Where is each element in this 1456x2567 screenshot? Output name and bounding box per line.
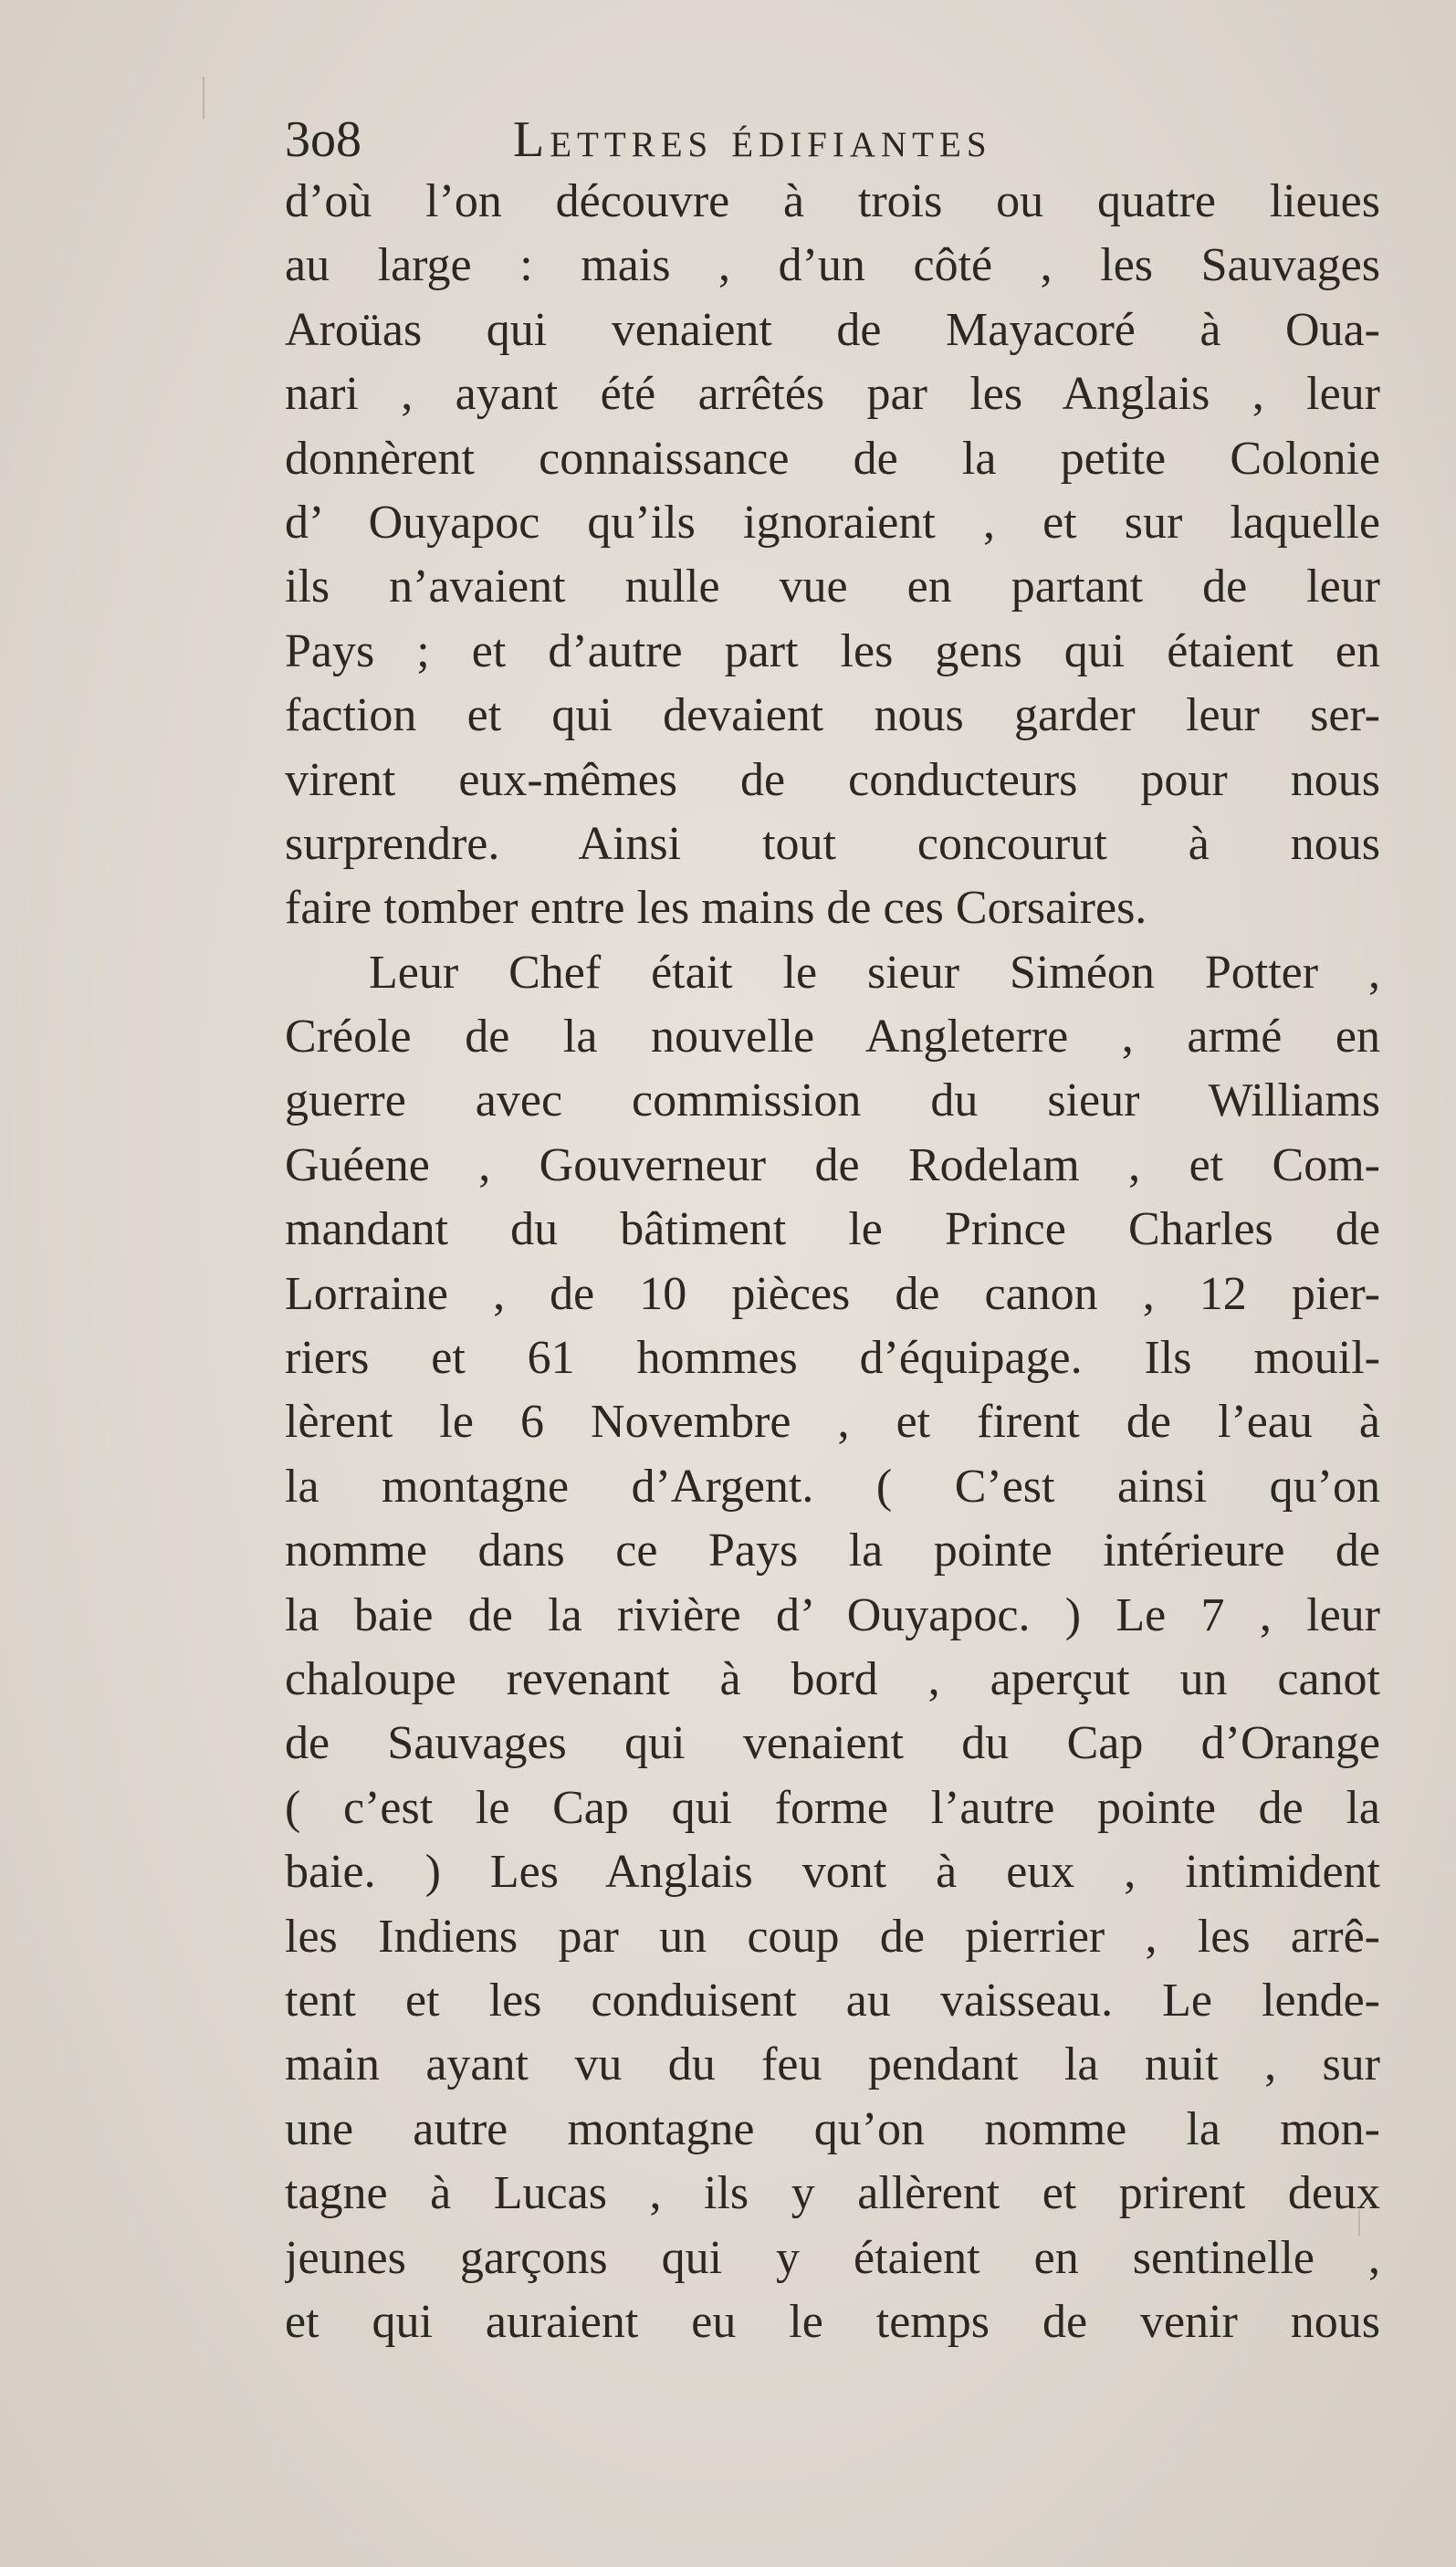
text-line: nomme dans ce Pays la pointe intérieure de	[285, 1524, 1380, 1577]
text-line: jeunes garçons qui y étaient en sentinelle ,	[285, 2231, 1380, 2284]
text-line: les Indiens par un coup de pierrier , les arrê-	[285, 1910, 1380, 1963]
text-line: faction et qui devaient nous garder leur ser-	[285, 689, 1380, 742]
text-line: Pays ; et d’autre part les gens qui étaient en	[285, 624, 1380, 677]
body-text	[285, 170, 1380, 2354]
text-line: la baie de la rivière d’ Ouyapoc. ) Le 7 , leur	[285, 1588, 1380, 1641]
text-line: guerre avec commission du sieur Williams	[285, 1074, 1380, 1127]
text-line: nari , ayant été arrêtés par les Anglais , leur	[285, 368, 1380, 421]
text-line: la montagne d’Argent. ( C’est ainsi qu’on	[285, 1460, 1380, 1513]
text-line: et qui auraient eu le temps de venir nous	[285, 2295, 1380, 2348]
text-line: lèrent le 6 Novembre , et firent de l’eau à	[285, 1396, 1380, 1449]
text-line: tent et les conduisent au vaisseau. Le lende-	[285, 1974, 1380, 2027]
running-head: Lettres édifiantes	[513, 111, 992, 168]
paper-blemish	[1358, 2209, 1360, 2237]
text-line: donnèrent connaissance de la petite Colonie	[285, 432, 1380, 485]
text-line: Créole de la nouvelle Angleterre , armé en	[285, 1011, 1380, 1063]
text-line: mandant du bâtiment le Prince Charles de	[285, 1203, 1380, 1256]
text-line: chaloupe revenant à bord , aperçut un canot	[285, 1652, 1380, 1705]
text-line: de Sauvages qui venaient du Cap d’Orange	[285, 1717, 1380, 1770]
text-line: au large : mais , d’un côté , les Sauvages	[285, 239, 1380, 292]
text-line: ( c’est le Cap qui forme l’autre pointe de la	[285, 1781, 1380, 1834]
text-line: une autre montagne qu’on nomme la mon-	[285, 2102, 1380, 2155]
page-number: 3o8	[285, 111, 361, 168]
text-line: tagne à Lucas , ils y allèrent et prirent deux	[285, 2167, 1380, 2220]
text-line: baie. ) Les Anglais vont à eux , intimident	[285, 1846, 1380, 1899]
text-line: Aroüas qui venaient de Mayacoré à Oua-	[285, 303, 1380, 356]
text-line: surprendre. Ainsi tout concourut à nous	[285, 817, 1380, 870]
text-line: Lorraine , de 10 pièces de canon , 12 pier-	[285, 1267, 1380, 1320]
text-line: d’où l’on découvre à trois ou quatre lieues	[285, 175, 1380, 227]
text-line: d’ Ouyapoc qu’ils ignoraient , et sur laquelle	[285, 496, 1380, 549]
page-header	[285, 108, 1380, 172]
paper-blemish	[203, 77, 204, 119]
paragraph-start-line: Leur Chef était le sieur Siméon Potter ,	[369, 946, 1380, 999]
text-line: main ayant vu du feu pendant la nuit , sur	[285, 2038, 1380, 2091]
text-line: Guéene , Gouverneur de Rodelam , et Com-	[285, 1138, 1380, 1191]
text-line: virent eux-mêmes de conducteurs pour nous	[285, 753, 1380, 806]
text-line: riers et 61 hommes d’équipage. Ils mouil-	[285, 1332, 1380, 1385]
text-line: ils n’avaient nulle vue en partant de leur	[285, 561, 1380, 613]
paragraph-end-line: faire tomber entre les mains de ces Corsaires.	[285, 882, 1147, 935]
